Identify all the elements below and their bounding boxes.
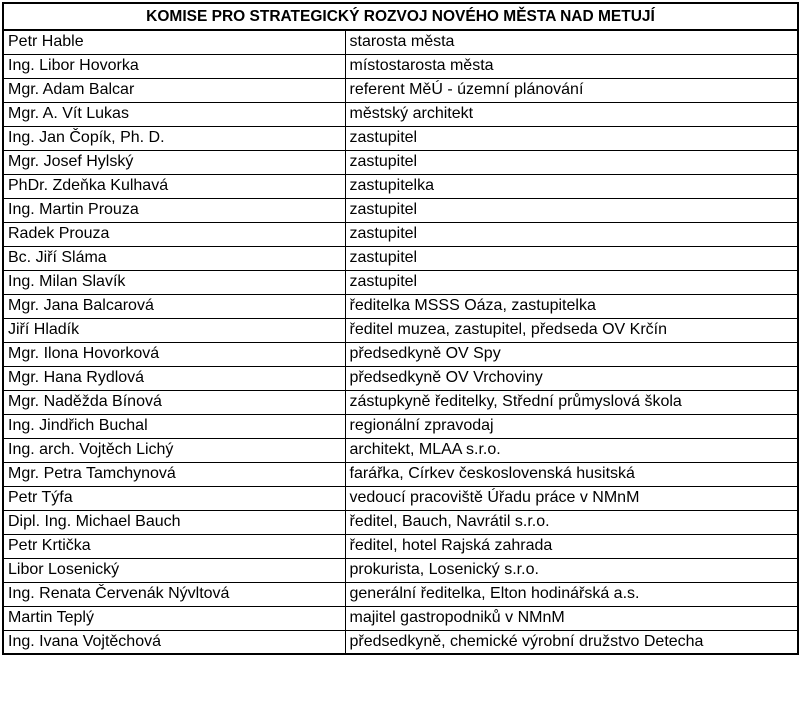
table-row xyxy=(3,126,798,150)
member-role: prokurista, Losenický s.r.o. xyxy=(345,558,798,582)
member-role: zástupkyně ředitelky, Střední průmyslová škola xyxy=(345,390,798,414)
member-role: starosta města xyxy=(345,30,798,54)
member-name: Petr Krtička xyxy=(3,534,345,558)
table-row xyxy=(3,462,798,486)
member-name: Mgr. Petra Tamchynová xyxy=(3,462,345,486)
member-name: Ing. Ivana Vojtěchová xyxy=(3,630,345,654)
table-row xyxy=(3,390,798,414)
table-row xyxy=(3,198,798,222)
member-name: Dipl. Ing. Michael Bauch xyxy=(3,510,345,534)
member-name: PhDr. Zdeňka Kulhavá xyxy=(3,174,345,198)
member-name: Ing. Libor Hovorka xyxy=(3,54,345,78)
member-name: Ing. Jan Čopík, Ph. D. xyxy=(3,126,345,150)
member-role: zastupitel xyxy=(345,198,798,222)
member-name: Mgr. Jana Balcarová xyxy=(3,294,345,318)
member-role: zastupitel xyxy=(345,270,798,294)
table-row xyxy=(3,270,798,294)
member-name: Mgr. A. Vít Lukas xyxy=(3,102,345,126)
member-role: ředitelka MSSS Oáza, zastupitelka xyxy=(345,294,798,318)
member-name: Ing. Jindřich Buchal xyxy=(3,414,345,438)
member-role: zastupitel xyxy=(345,126,798,150)
member-role: městský architekt xyxy=(345,102,798,126)
member-role: ředitel, hotel Rajská zahrada xyxy=(345,534,798,558)
table-title: KOMISE PRO STRATEGICKÝ ROZVOJ NOVÉHO MĚSTA NAD METUJÍ xyxy=(3,3,798,30)
member-role: referent MěÚ - územní plánování xyxy=(345,78,798,102)
table-row xyxy=(3,366,798,390)
member-role: generální ředitelka, Elton hodinářská a.s. xyxy=(345,582,798,606)
member-name: Bc. Jiří Sláma xyxy=(3,246,345,270)
table-row xyxy=(3,102,798,126)
member-name: Ing. Martin Prouza xyxy=(3,198,345,222)
table-row xyxy=(3,414,798,438)
table-row xyxy=(3,54,798,78)
table-row xyxy=(3,534,798,558)
member-name: Mgr. Ilona Hovorková xyxy=(3,342,345,366)
member-role: ředitel, Bauch, Navrátil s.r.o. xyxy=(345,510,798,534)
member-role: majitel gastropodniků v NMnM xyxy=(345,606,798,630)
member-name: Libor Losenický xyxy=(3,558,345,582)
table-row xyxy=(3,630,798,654)
table-row xyxy=(3,438,798,462)
member-name: Petr Týfa xyxy=(3,486,345,510)
member-role: zastupitelka xyxy=(345,174,798,198)
table-row xyxy=(3,318,798,342)
member-name: Petr Hable xyxy=(3,30,345,54)
member-name: Mgr. Josef Hylský xyxy=(3,150,345,174)
table-row xyxy=(3,174,798,198)
commission-sheet xyxy=(2,2,797,655)
member-role: místostarosta města xyxy=(345,54,798,78)
member-role: předsedkyně, chemické výrobní družstvo Detecha xyxy=(345,630,798,654)
member-role: vedoucí pracoviště Úřadu práce v NMnM xyxy=(345,486,798,510)
table-row xyxy=(3,150,798,174)
member-role: regionální zpravodaj xyxy=(345,414,798,438)
table-row xyxy=(3,294,798,318)
members-body xyxy=(3,30,798,654)
member-name: Martin Teplý xyxy=(3,606,345,630)
member-role: zastupitel xyxy=(345,246,798,270)
member-name: Mgr. Hana Rydlová xyxy=(3,366,345,390)
table-row xyxy=(3,486,798,510)
member-name: Mgr. Adam Balcar xyxy=(3,78,345,102)
table-row xyxy=(3,30,798,54)
member-name: Mgr. Naděžda Bínová xyxy=(3,390,345,414)
table-row xyxy=(3,78,798,102)
member-name: Ing. Milan Slavík xyxy=(3,270,345,294)
member-role: zastupitel xyxy=(345,150,798,174)
member-role: architekt, MLAA s.r.o. xyxy=(345,438,798,462)
member-role: zastupitel xyxy=(345,222,798,246)
member-role: ředitel muzea, zastupitel, předseda OV Krčín xyxy=(345,318,798,342)
table-row xyxy=(3,222,798,246)
table-row xyxy=(3,558,798,582)
member-role: farářka, Církev československá husitská xyxy=(345,462,798,486)
member-role: předsedkyně OV Spy xyxy=(345,342,798,366)
member-name: Ing. arch. Vojtěch Lichý xyxy=(3,438,345,462)
member-role: předsedkyně OV Vrchoviny xyxy=(345,366,798,390)
table-row xyxy=(3,342,798,366)
member-name: Ing. Renata Červenák Nývltová xyxy=(3,582,345,606)
member-name: Radek Prouza xyxy=(3,222,345,246)
table-row xyxy=(3,246,798,270)
table-row xyxy=(3,510,798,534)
members-table xyxy=(2,2,799,655)
table-row xyxy=(3,606,798,630)
table-row xyxy=(3,582,798,606)
member-name: Jiří Hladík xyxy=(3,318,345,342)
